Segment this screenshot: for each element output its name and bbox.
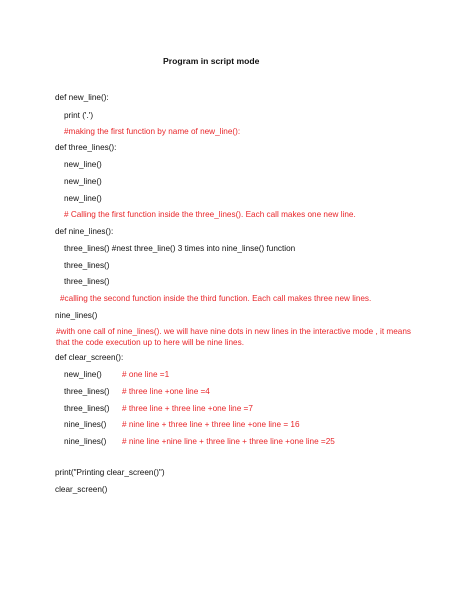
comment-line: # three line + three line +one line =7 — [122, 404, 253, 413]
comment-line: # three line +one line =4 — [122, 387, 210, 396]
code-line: new_line() — [64, 177, 102, 186]
comment-paragraph: #with one call of nine_lines(). we will have nine dots in new lines in the interactive mode , it means that the code execution up to here will be nine lines. — [56, 327, 411, 347]
comment-line: #calling the second function inside the third function. Each call makes three new lines. — [60, 294, 372, 303]
code-line: new_line() — [64, 194, 102, 203]
code-line: def three_lines(): — [55, 143, 117, 152]
code-line: def new_line(): — [55, 93, 109, 102]
comment-line: #making the first function by name of new_line(): — [64, 127, 241, 136]
code-line: three_lines() — [64, 261, 110, 270]
code-line: new_line() — [64, 160, 102, 169]
code-line: nine_lines() — [64, 420, 107, 429]
code-line: print ('.') — [64, 111, 94, 120]
code-line: clear_screen() — [55, 485, 108, 494]
comment-line: # nine line +nine line + three line + three line +one line =25 — [122, 437, 335, 446]
code-line: def clear_screen(): — [55, 353, 124, 362]
page-title: Program in script mode — [163, 56, 260, 66]
code-line: three_lines() — [64, 387, 110, 396]
code-line: three_lines() — [64, 404, 110, 413]
code-line: three_lines() — [64, 277, 110, 286]
code-line: print("Printing clear_screen()") — [55, 468, 165, 477]
comment-line: # nine line + three line + three line +one line = 16 — [122, 420, 300, 429]
code-line: nine_lines() — [64, 437, 107, 446]
code-line: nine_lines() — [55, 311, 98, 320]
code-line: three_lines() #nest three_line() 3 times into nine_linse() function — [64, 244, 296, 253]
comment-line: # one line =1 — [122, 370, 170, 379]
code-line: new_line() — [64, 370, 102, 379]
code-line: def nine_lines(): — [55, 227, 114, 236]
comment-line: # Calling the first function inside the three_lines(). Each call makes one new line. — [64, 210, 356, 219]
